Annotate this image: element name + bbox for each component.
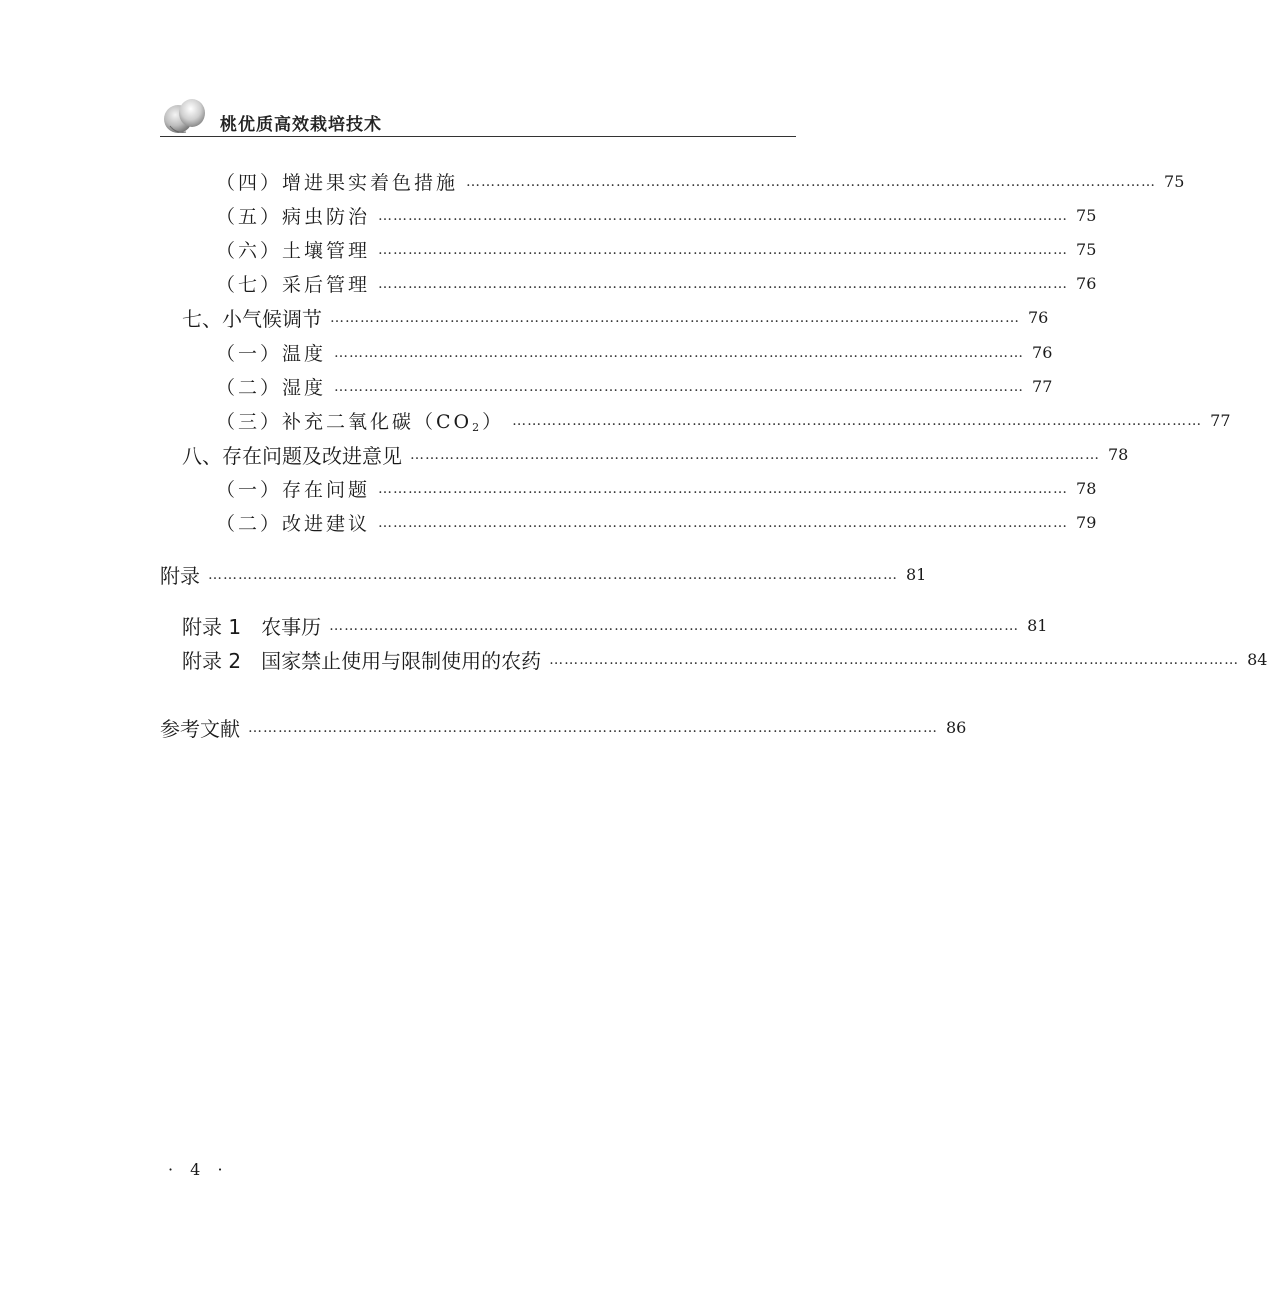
toc-entry[interactable] [160, 406, 1231, 434]
toc-entry[interactable] [160, 303, 1049, 331]
leader-dots: ………………………………………………………………………………………………………………………… [208, 567, 898, 583]
toc-entry-title: （六）土壤管理 [216, 239, 371, 262]
toc-entry-page: 84 [1247, 649, 1267, 669]
toc-entry-page: 76 [1032, 342, 1053, 362]
toc-entry[interactable] [160, 474, 1097, 502]
subscript-2: 2 [472, 420, 483, 434]
toc-entry-title: （一）存在问题 [216, 478, 371, 501]
toc-entry-title: （五）病虫防治 [216, 205, 371, 228]
leader-dots: ………………………………………………………………………………………………………………………… [334, 379, 1025, 395]
leader-dots: ………………………………………………………………………………………………………………………… [378, 515, 1069, 531]
toc-entry-title [160, 407, 504, 434]
toc-entry[interactable] [160, 560, 927, 588]
toc-entry[interactable] [160, 235, 1097, 263]
book-title: 桃优质高效栽培技术 [220, 115, 382, 135]
toc-entry[interactable] [160, 372, 1053, 400]
leader-dots: ………………………………………………………………………………………………………………………… [330, 310, 1020, 326]
toc-entry-title: （七）采后管理 [216, 273, 371, 296]
toc-entry-title-suffix: ） [482, 410, 505, 433]
toc-entry[interactable] [160, 508, 1097, 536]
header-rule [160, 136, 796, 137]
toc-entry-page: 77 [1032, 376, 1053, 396]
toc-entry-page: 78 [1076, 478, 1097, 498]
toc-entry[interactable] [160, 269, 1097, 297]
toc-entry[interactable] [160, 201, 1097, 229]
leader-dots: ………………………………………………………………………………………………………………………… [378, 242, 1069, 258]
toc-entry-page: 81 [906, 564, 927, 584]
leader-dots: ………………………………………………………………………………………………………………………… [334, 345, 1025, 361]
leader-dots: ………………………………………………………………………………………………………………………… [378, 481, 1069, 497]
toc-entry-page: 75 [1164, 171, 1185, 191]
toc-entry-title: 附录 2 国家禁止使用与限制使用的农药 [182, 648, 542, 673]
toc-entry[interactable] [160, 611, 1048, 639]
toc-entry-title: 附录 [160, 563, 200, 588]
leader-dots: ………………………………………………………………………………………………………………………… [329, 618, 1020, 634]
running-header [160, 96, 796, 138]
toc-entry-title-prefix: （三）补充二氧化碳（CO [216, 410, 473, 433]
toc-entry[interactable] [160, 713, 967, 741]
toc-entry-page: 81 [1027, 615, 1048, 635]
leader-dots: ………………………………………………………………………………………………………………………… [248, 720, 938, 736]
leader-dots: ………………………………………………………………………………………………………………………… [378, 208, 1069, 224]
leader-dots: ………………………………………………………………………………………………………………………… [410, 447, 1100, 463]
toc-entry-title: （二）改进建议 [216, 512, 371, 535]
toc-entry-page: 75 [1076, 239, 1097, 259]
leader-dots: ………………………………………………………………………………………………………………………… [549, 652, 1240, 668]
toc-entry-page: 76 [1028, 307, 1049, 327]
toc-entry-page: 78 [1108, 444, 1129, 464]
toc-entry-page: 76 [1076, 273, 1097, 293]
toc-entry[interactable] [160, 440, 1129, 468]
toc-entry-title: （二）湿度 [216, 376, 327, 399]
toc-entry[interactable] [160, 338, 1053, 366]
toc-entry[interactable] [160, 167, 1185, 195]
toc-entry[interactable] [160, 645, 1267, 673]
toc-entry-page: 77 [1210, 410, 1231, 430]
leader-dots: ………………………………………………………………………………………………………………………… [466, 174, 1157, 190]
toc-entry-title: 八、存在问题及改进意见 [182, 443, 402, 468]
leader-dots: ………………………………………………………………………………………………………………………… [378, 276, 1069, 292]
toc-entry-title: （一）温度 [216, 342, 327, 365]
toc-entry-page: 79 [1076, 512, 1097, 532]
page-number: · 4 · [168, 1160, 229, 1179]
leader-dots: ………………………………………………………………………………………………………………………… [512, 413, 1203, 429]
peach-logo-icon [162, 96, 208, 136]
toc-entry-title: （四）增进果实着色措施 [216, 171, 459, 194]
toc-entry-title: 附录 1 农事历 [182, 614, 322, 639]
toc-entry-page: 75 [1076, 205, 1097, 225]
toc-entry-page: 86 [946, 717, 967, 737]
toc-entry-title: 七、小气候调节 [182, 306, 322, 331]
toc-entry-title: 参考文献 [160, 716, 240, 741]
